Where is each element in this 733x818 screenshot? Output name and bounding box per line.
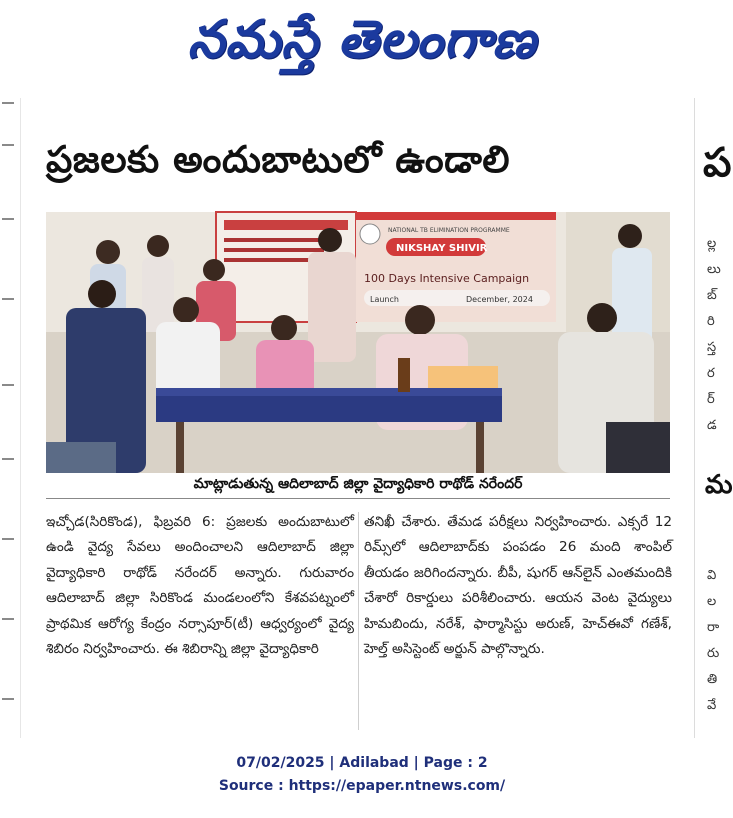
source-url: Source : https://epaper.ntnews.com/ bbox=[218, 778, 506, 794]
article-body-column-1: ఇచ్చోడ(సిరికొండ), ఫిబ్రవరి 6: ప్రజలకు అందుబాటులో ఉండి వైద్య సేవలు అందించాలని ఆదిలాబాద్ జిల్లా వైద్యాధికారి రాథోడ్ నరేందర్ అన్నారు. గురువారం ఆదిలాబాద్ జిల్లా సిరికొండ మండలంలోని కేశవపట్నంలో ప్రాథమిక ఆరోగ్య కేంద్రం నర్సాపూర్(టీ) ఆధ్వర్యంలో వైద్య శిబిరం నిర్వహించారు. ఈ శిబిరాన్ని జిల్లా వైద్యాధికారి bbox=[46, 514, 354, 658]
banner-title: NATIONAL TB ELIMINATION PROGRAMME bbox=[388, 227, 510, 234]
banner-date: December, 2024 bbox=[466, 295, 533, 304]
column-divider bbox=[358, 512, 359, 730]
adjacent-column-right: ప ల్ల లు బ్ రి స్త ర ర్ డ మ వి ల రా రు తి వే bbox=[694, 98, 725, 738]
newspaper-logo: నమస్తే తెలంగాణ bbox=[187, 9, 537, 70]
banner-footer: Launch bbox=[370, 295, 399, 304]
banner-subtitle: 100 Days Intensive Campaign bbox=[364, 272, 530, 285]
photo-caption: మాట్లాడుతున్న ఆదిలాబాద్ జిల్లా వైద్యాధికారి రాథోడ్ నరేందర్ bbox=[46, 476, 670, 499]
article-photo bbox=[46, 212, 670, 473]
masthead bbox=[0, 0, 724, 92]
edition-info: 07/02/2025 | Adilabad | Page : 2 bbox=[236, 755, 488, 771]
banner-name: NIKSHAY SHIVIR bbox=[396, 243, 488, 254]
source-footer bbox=[0, 752, 724, 798]
news-clipping bbox=[0, 98, 733, 738]
article-body-column-2: తనిఖీ చేశారు. తేమడ పరీక్షలు నిర్వహించారు. ఎక్సరే 12 రిమ్స్‌లో ఆదిలాబాద్‌కు పంపడం 26 మంది శాంపిల్ తీయడం జరిగిందన్నారు. బీపీ, షుగర్ ఆన్‌లైన్ ఎంతమందికి చేశారో రికార్డులు పరిశీలించారు. ఆయన వెంట వైద్యులు హిమబిందు, నరేశ్, ఫార్మాసిస్టు అరుణ్, హెచ్ఈవో గణేశ్, హెల్త్ అసిస్టెంట్ అర్జున్ పాల్గొన్నారు. bbox=[364, 514, 672, 658]
article-headline: ప్రజలకు అందుబాటులో ఉండాలి bbox=[46, 138, 510, 181]
adjacent-column-left bbox=[0, 98, 21, 738]
